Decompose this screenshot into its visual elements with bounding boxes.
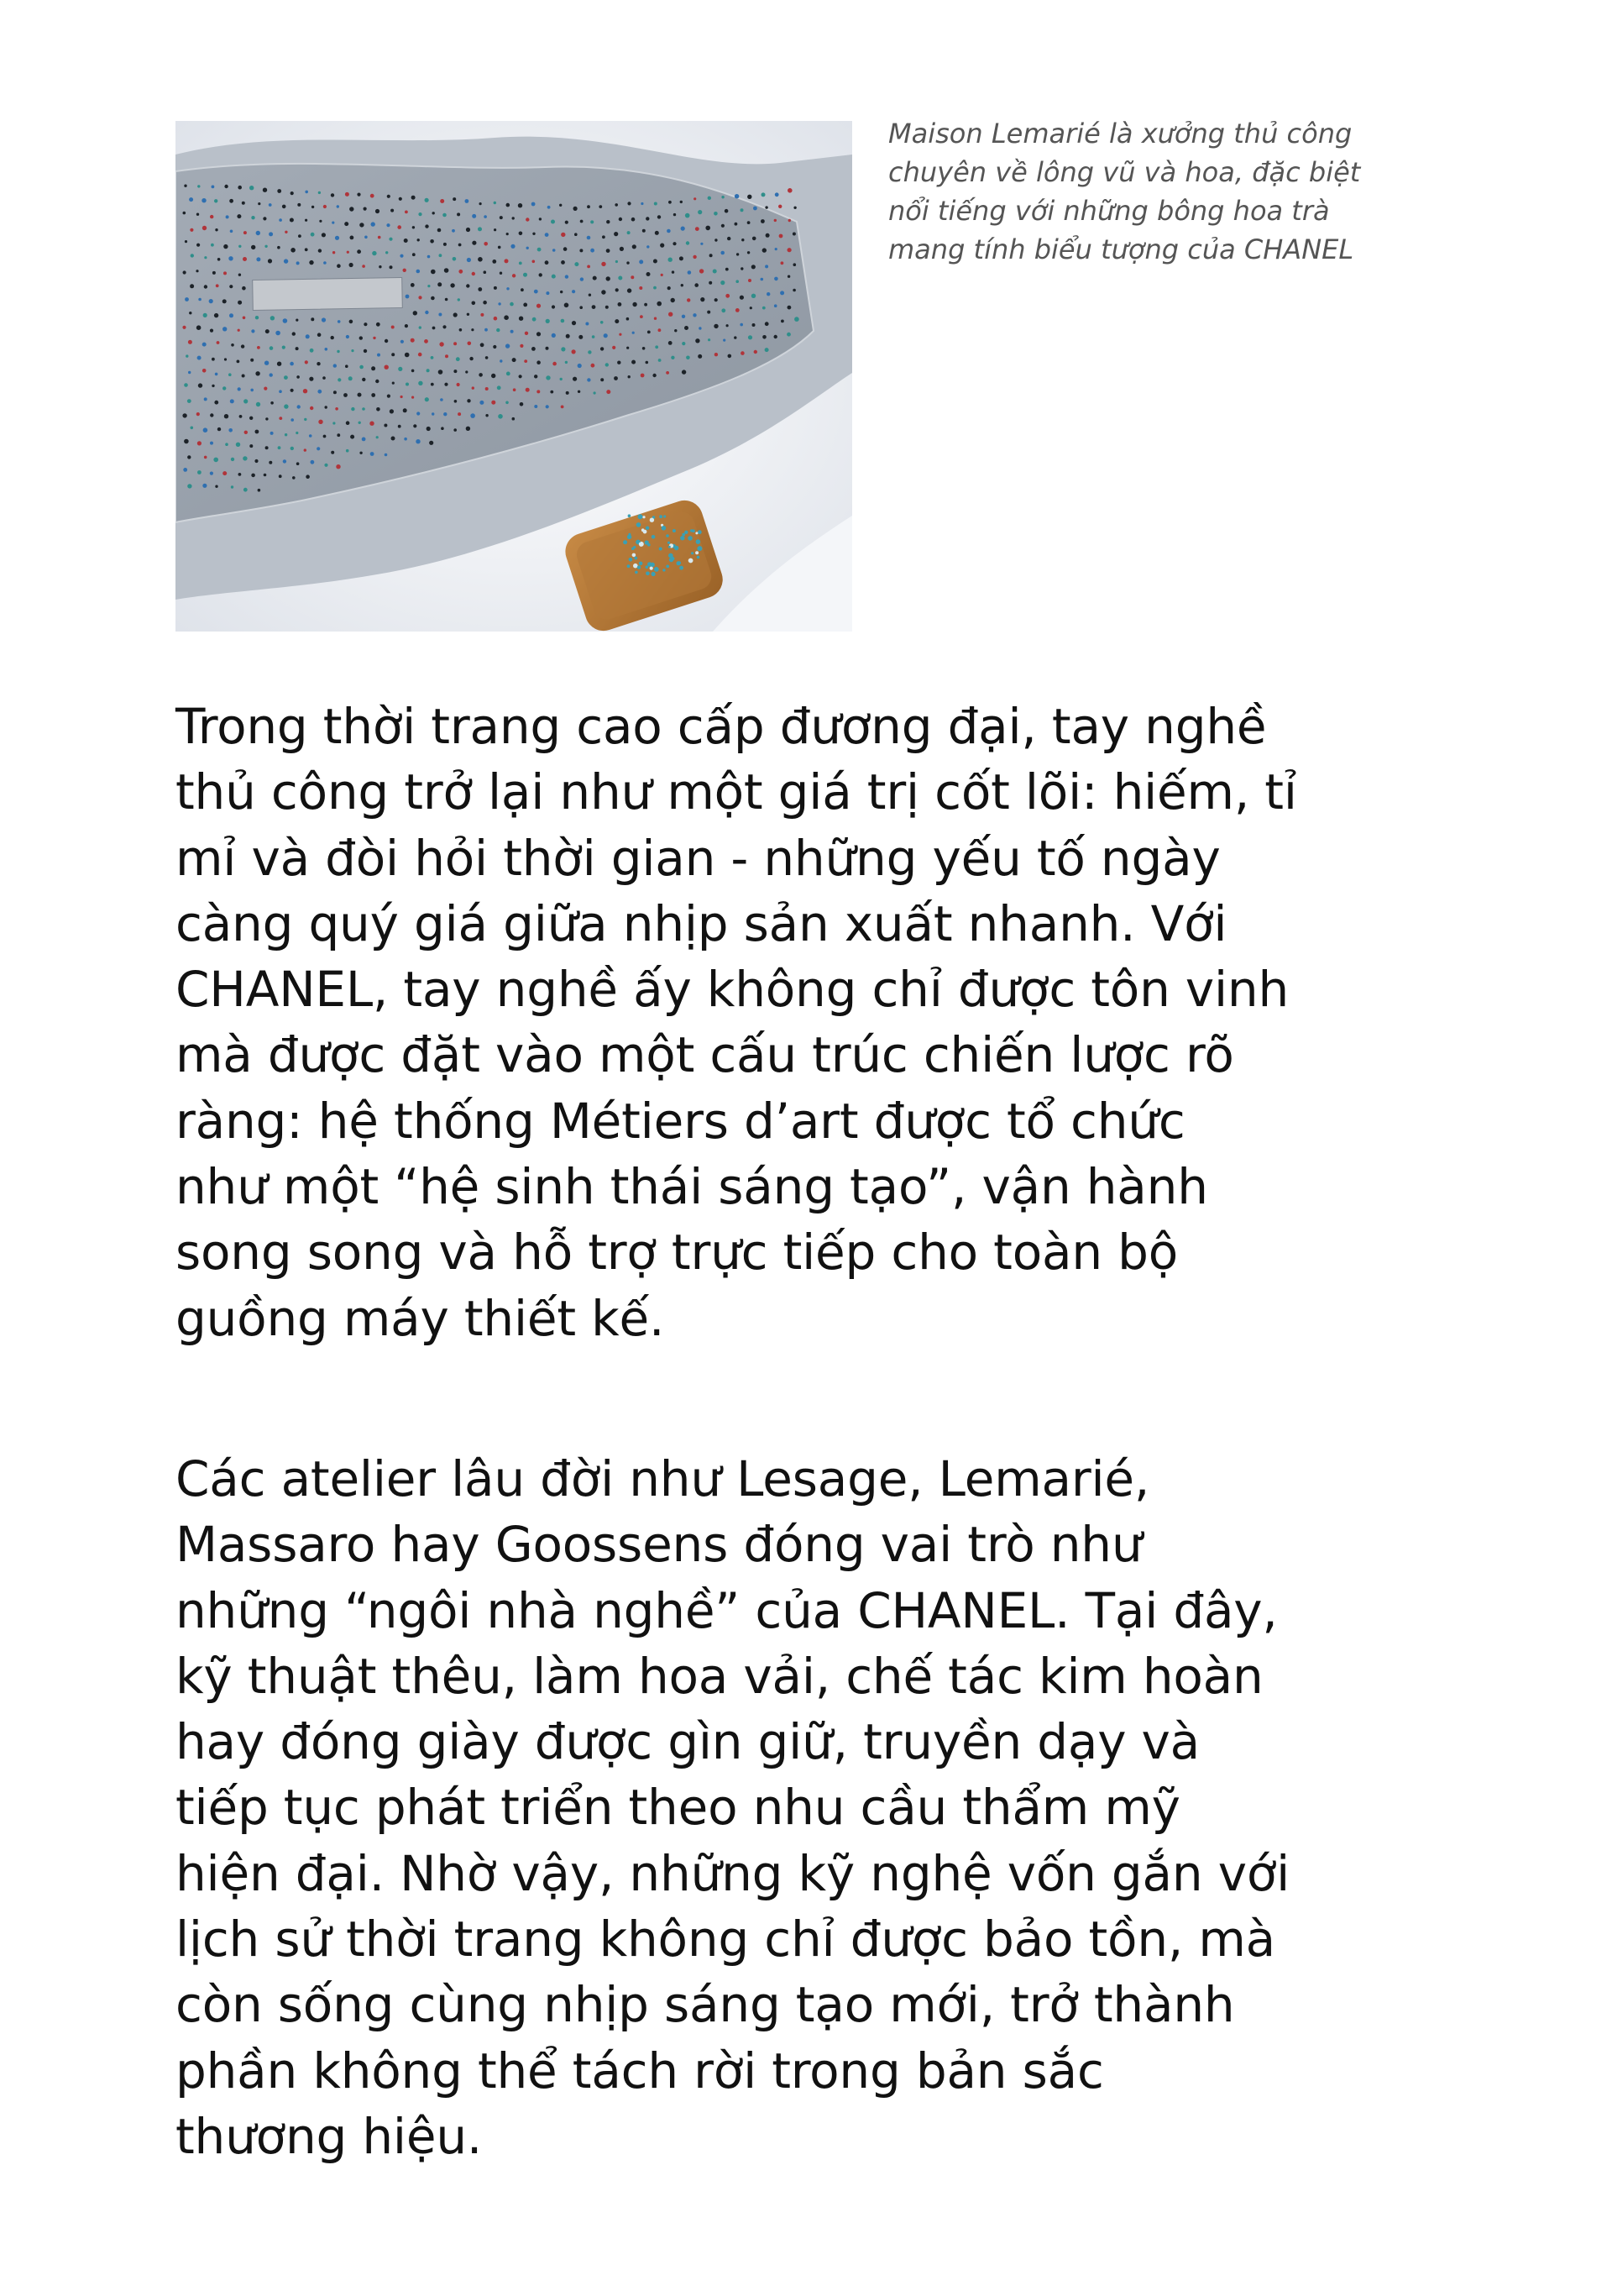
caption-line: chuyên về lông vũ và hoa, đặc biệt	[888, 156, 1361, 188]
paragraph-line: mỉ và đòi hỏi thời gian - những yếu tố ngày	[175, 829, 1221, 887]
paragraph-line: hiện đại. Nhờ vậy, những kỹ nghệ vốn gắn với	[175, 1844, 1290, 1902]
paragraph-line: ràng: hệ thống Métiers d’art được tổ chức	[175, 1092, 1185, 1150]
paragraph-line: Massaro hay Goossens đóng vai trò như	[175, 1516, 1143, 1574]
paragraph-line: mà được đặt vào một cấu trúc chiến lược rõ	[175, 1026, 1234, 1084]
article-photo	[175, 121, 852, 632]
paragraph-line: phần không thể tách rời trong bản sắc	[175, 2042, 1104, 2099]
paragraph-line: hay đóng giày được gìn giữ, truyền dạy và	[175, 1713, 1201, 1771]
caption-line: mang tính biểu tượng của CHANEL	[888, 233, 1354, 265]
paragraph-line: CHANEL, tay nghề ấy không chỉ được tôn vinh	[175, 961, 1290, 1019]
paragraph-line: còn sống cùng nhịp sáng tạo mới, trở thành	[175, 1976, 1235, 2034]
article-paragraph-1	[175, 694, 1485, 1351]
caption-line: nổi tiếng với những bông hoa trà	[888, 195, 1330, 227]
paragraph-line: thủ công trở lại như một giá trị cốt lõi: hiếm, tỉ	[175, 763, 1297, 821]
paragraph-line: lịch sử thời trang không chỉ được bảo tồn, mà	[175, 1911, 1276, 1968]
paragraph-line: kỹ thuật thêu, làm hoa vải, chế tác kim hoàn	[175, 1647, 1264, 1705]
paragraph-line: những “ngôi nhà nghề” của CHANEL. Tại đây,	[175, 1581, 1278, 1639]
paragraph-line: tiếp tục phát triển theo nhu cầu thẩm mỹ	[175, 1779, 1180, 1837]
paragraph-line: Các atelier lâu đời như Lesage, Lemarié,	[175, 1450, 1150, 1507]
fabric-embroidery-photo-icon	[175, 121, 852, 632]
paragraph-line: Trong thời trang cao cấp đương đại, tay nghề	[175, 698, 1267, 755]
caption-line: Maison Lemarié là xưởng thủ công	[888, 118, 1353, 149]
paragraph-line: thương hiệu.	[175, 2107, 483, 2165]
photo-caption	[888, 114, 1459, 269]
paragraph-line: như một “hệ sinh thái sáng tạo”, vận hành	[175, 1158, 1208, 1216]
paragraph-line: guồng máy thiết kế.	[175, 1289, 665, 1347]
paragraph-line: song song và hỗ trợ trực tiếp cho toàn bộ	[175, 1224, 1179, 1282]
paragraph-line: càng quý giá giữa nhịp sản xuất nhanh. Với	[175, 894, 1227, 952]
article-paragraph-2	[175, 1446, 1485, 2169]
